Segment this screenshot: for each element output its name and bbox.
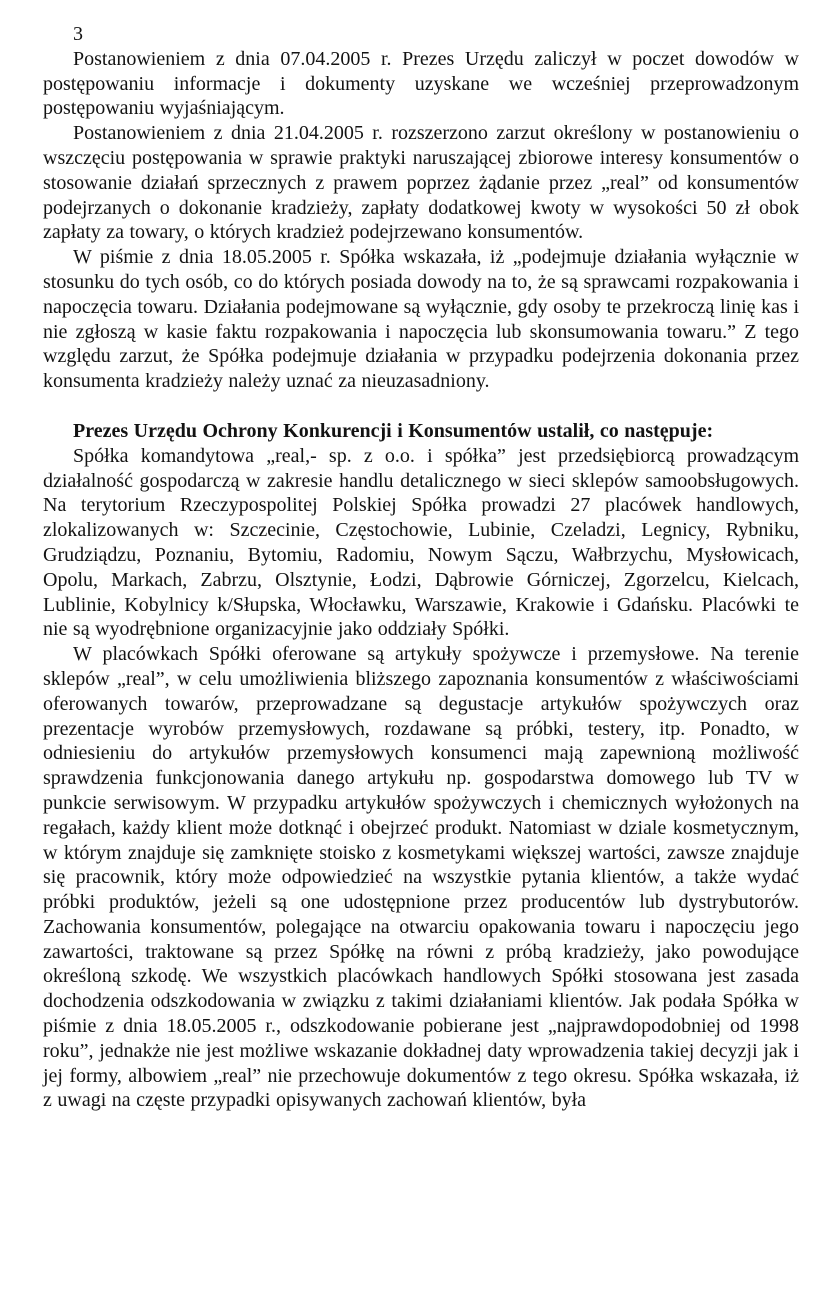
page-number: 3 xyxy=(73,23,83,45)
paragraph-postanowienie-07-04-2005: Postanowieniem z dnia 07.04.2005 r. Prezes Urzędu zaliczył w poczet dowodów w postępowaniu informacje i dokumenty uzyskane we wcześniej przeprowadzonym postępowaniu wyjaśniającym. xyxy=(43,47,799,120)
paragraph-placowki-oferta: W placówkach Spółki oferowane są artykuły spożywcze i przemysłowe. Na terenie sklepów „real”, w celu umożliwienia bliższego zapoznania konsumentów z właściwościami oferowanych towarów, przeprowadzane są degustacje artykułów spożywczych oraz prezentacje wyrobów przemysłowych, rozdawane są próbki, testery, itp. Ponadto, w odniesieniu do artykułów przemysłowych konsumenci mają zapewnioną możliwość sprawdzenia funkcjonowania danego artykułu np. gospodarstwa domowego lub TV w punkcie serwisowym. W przypadku artykułów spożywczych i chemicznych wyłożonych na regałach, każdy klient może dotknąć i obejrzeć produkt. Natomiast w dziale kosmetycznym, w którym znajduje się zamknięte stoisko z kosmetykami większej wartości, zawsze znajduje się pracownik, który może odpowiedzieć na wszystkie pytania klientów, a także wydać próbki produktów, jeżeli są one udostępnione przez producentów lub dystrybutorów. Zachowania konsumentów, polegające na otwarciu opakowania towaru i napoczęciu jego zawartości, traktowane są przez Spółkę na równi z próbą kradzieży, jako powodujące określoną szkodę. We wszystkich placówkach handlowych Spółki stosowana jest zasada dochodzenia odszkodowania w związku z takimi działaniami klientów. Jak podała Spółka w piśmie z dnia 18.05.2005 r., odszkodowanie pobierane jest „najprawdopodobniej od 1998 roku”, jednakże nie jest możliwe wskazanie dokładnej daty wprowadzenia takiej decyzji jak i jej formy, albowiem „real” nie przechowuje dokumentów z tego okresu. Spółka wskazała, iż z uwagi na częste przypadki opisywanych zachowań klientów, była xyxy=(43,643,799,1112)
section-heading-ustalil-co-nastepuje: Prezes Urzędu Ochrony Konkurencji i Konsumentów ustalił, co następuje: xyxy=(73,419,714,442)
paragraph-spolka-komandytowa: Spółka komandytowa „real,- sp. z o.o. i spółka” jest przedsiębiorcą prowadzącym działalność gospodarczą w zakresie handlu detalicznego w sieci sklepów samoobsługowych. Na terytorium Rzeczypospolitej Polskiej Spółka prowadzi 27 placówek handlowych, zlokalizowanych w: Szczecinie, Częstochowie, Lubinie, Czeladzi, Legnicy, Rybniku, Grudziądzu, Poznaniu, Bytomiu, Radomiu, Nowym Sączu, Wałbrzychu, Mysłowicach, Opolu, Markach, Zabrzu, Olsztynie, Łodzi, Dąbrowie Górniczej, Zgorzelcu, Kielcach, Lublinie, Kobylnicy k/Słupska, Włocławku, Warszawie, Krakowie i Gdańsku. Placówki te nie są wyodrębnione organizacyjnie jako oddziały Spółki. xyxy=(43,444,799,641)
paragraph-postanowienie-21-04-2005: Postanowieniem z dnia 21.04.2005 r. rozszerzono zarzut określony w postanowieniu o wszczęciu postępowania w sprawie praktyki naruszającej zbiorowe interesy konsumentów o stosowanie działań sprzecznych z prawem poprzez żądanie przez „real” od konsumentów podejrzanych o dokonanie kradzieży, zapłaty dodatkowej kwoty w wysokości 50 zł obok zapłaty za towary, o których kradzież podejrzewano konsumentów. xyxy=(43,122,799,244)
paragraph-pismo-18-05-2005: W piśmie z dnia 18.05.2005 r. Spółka wskazała, iż „podejmuje działania wyłącznie w stosunku do tych osób, co do których posiada dowody na to, że są sprawcami rozpakowania i napoczęcia towaru. Działania podejmowane są wyłącznie, gdy osoby te przekroczą linię kas i nie zgłoszą w kasie faktu rozpakowania i napoczęcia lub skonsumowania towaru.” Z tego względu zarzut, że Spółka podejmuje działania w przypadku podejrzenia dokonania przez konsumenta kradzieży należy uznać za nieuzasadniony. xyxy=(43,246,799,393)
